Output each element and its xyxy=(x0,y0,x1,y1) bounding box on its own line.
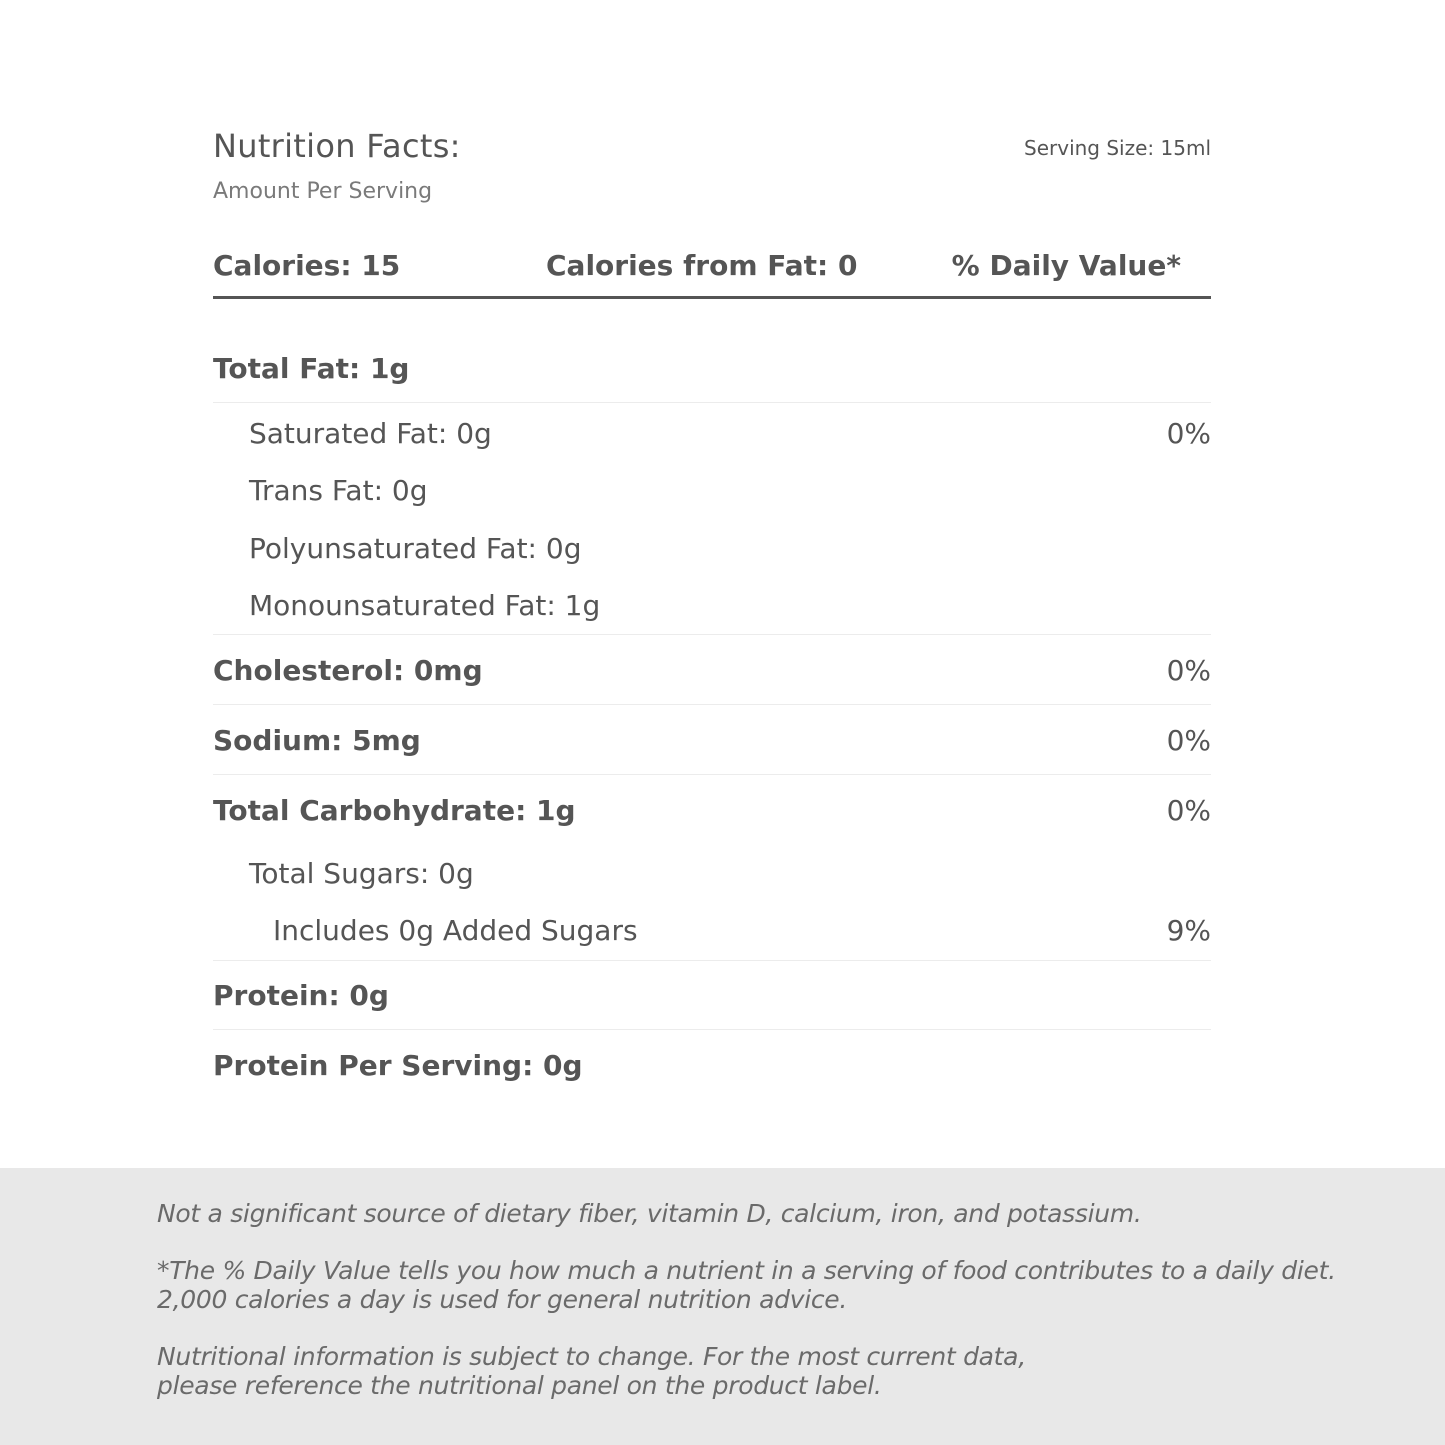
divider xyxy=(213,704,1211,705)
note-dietary-sources: Not a significant source of dietary fiber, vitamin D, calcium, iron, and potassium. xyxy=(157,1199,1142,1228)
monounsaturated-fat-row xyxy=(213,584,1211,628)
sodium-dv: 0% xyxy=(1166,724,1211,757)
nutrition-facts-title: Nutrition Facts: xyxy=(213,127,461,165)
footer-notes xyxy=(0,1168,1445,1445)
total-sugars-label: Total Sugars: 0g xyxy=(249,857,474,890)
nutrition-facts-panel xyxy=(213,0,1211,1168)
header-rule xyxy=(213,296,1211,299)
cholesterol-row xyxy=(213,649,1211,693)
note-subject-to-change-line1: Nutritional information is subject to change. For the most current data, xyxy=(157,1342,1026,1371)
total-carbohydrate-row xyxy=(213,789,1211,833)
note-daily-value-line2: 2,000 calories a day is used for general nutrition advice. xyxy=(157,1285,848,1314)
polyunsaturated-fat-row xyxy=(213,527,1211,571)
total-carbohydrate-label: Total Carbohydrate: 1g xyxy=(213,794,576,827)
sodium-label: Sodium: 5mg xyxy=(213,724,421,757)
protein-label: Protein: 0g xyxy=(213,979,389,1012)
added-sugars-label: Includes 0g Added Sugars xyxy=(273,914,638,947)
protein-row xyxy=(213,974,1211,1018)
note-daily-value-line1: *The % Daily Value tells you how much a nutrient in a serving of food contributes to a daily diet. xyxy=(157,1256,1336,1285)
monounsaturated-fat-label: Monounsaturated Fat: 1g xyxy=(249,589,601,622)
protein-per-serving-label: Protein Per Serving: 0g xyxy=(213,1049,583,1082)
total-fat-row xyxy=(213,347,1211,391)
calories-label: Calories: 15 xyxy=(213,249,401,282)
added-sugars-dv: 9% xyxy=(1166,914,1211,947)
trans-fat-row xyxy=(213,469,1211,513)
daily-value-header: % Daily Value* xyxy=(951,249,1181,282)
sodium-row xyxy=(213,719,1211,763)
serving-size: Serving Size: 15ml xyxy=(1024,136,1211,160)
saturated-fat-dv: 0% xyxy=(1166,417,1211,450)
divider xyxy=(213,634,1211,635)
divider xyxy=(213,1029,1211,1030)
calories-from-fat-label: Calories from Fat: 0 xyxy=(546,249,858,282)
total-fat-label: Total Fat: 1g xyxy=(213,352,410,385)
added-sugars-row xyxy=(213,909,1211,953)
divider xyxy=(213,774,1211,775)
divider xyxy=(213,960,1211,961)
protein-per-serving-row xyxy=(213,1044,1211,1088)
note-subject-to-change-line2: please reference the nutritional panel on the product label. xyxy=(157,1371,882,1400)
cholesterol-dv: 0% xyxy=(1166,654,1211,687)
divider xyxy=(213,402,1211,403)
total-carbohydrate-dv: 0% xyxy=(1166,794,1211,827)
polyunsaturated-fat-label: Polyunsaturated Fat: 0g xyxy=(249,532,582,565)
saturated-fat-label: Saturated Fat: 0g xyxy=(249,417,492,450)
trans-fat-label: Trans Fat: 0g xyxy=(249,474,428,507)
saturated-fat-row xyxy=(213,412,1211,456)
total-sugars-row xyxy=(213,852,1211,896)
amount-per-serving: Amount Per Serving xyxy=(213,179,433,204)
calories-row xyxy=(213,244,1211,288)
cholesterol-label: Cholesterol: 0mg xyxy=(213,654,483,687)
